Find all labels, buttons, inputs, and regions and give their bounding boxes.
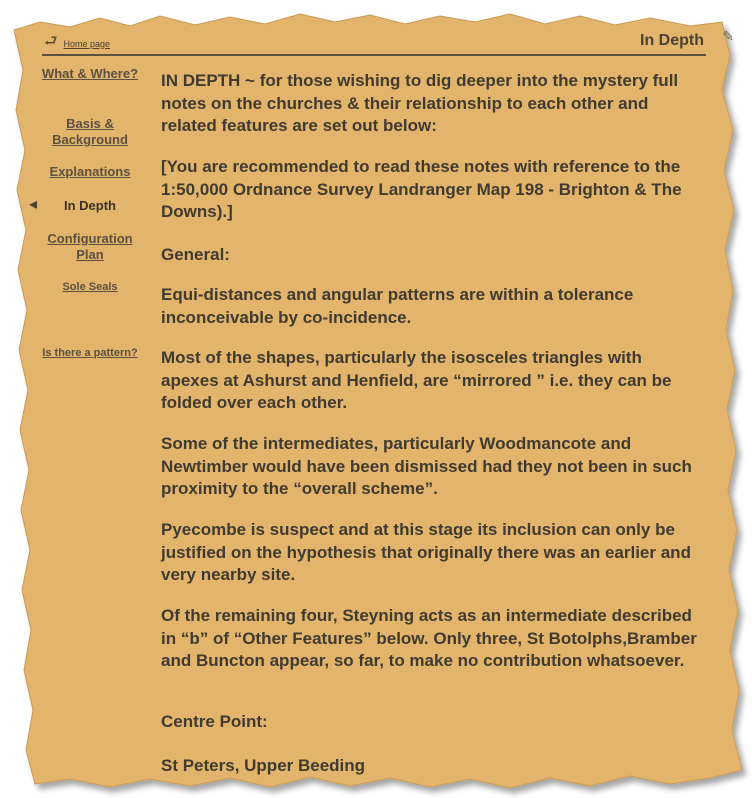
general-paragraph-2: Most of the shapes, particularly the isosceles triangles with apexes at Ashurst and Henfield, are “mirrored ” i.e. they can be folded over each other. [161,348,672,412]
nav-item-configuration-plan[interactable]: Configuration Plan [47,231,133,262]
current-page-marker-icon: ◂ [29,196,38,213]
nav-item-what-where[interactable]: What & Where? [41,66,139,81]
header-divider [42,54,706,56]
nav-item-sole-seals[interactable]: Sole Seals [62,281,118,293]
general-paragraph-3: Some of the intermediates, particularly Woodmancote and Newtimber would have been dismissed had they not been in such proximity to the “overall scheme”. [161,434,692,498]
nav-item-in-depth: In Depth [64,198,116,213]
recommendation-paragraph: [You are recommended to read these notes with reference to the 1:50,000 Ordnance Survey Landranger Map 198 - Brighton & The Downs).] [161,157,682,221]
back-arrow-icon: ⮐ [44,32,58,50]
home-page-link[interactable] [44,31,110,56]
nav-item-basis-background[interactable]: Basis & Background [52,116,128,147]
page-title: In Depth [640,32,704,49]
page-curl-icon: ✎ [722,28,734,44]
home-page-label: Home page [63,38,111,49]
centre-point-heading: Centre Point: [161,712,268,731]
intro-paragraph: IN DEPTH ~ for those wishing to dig deeper into the mystery full notes on the churches & their relationship to each other and related features are set out below: [161,71,679,135]
general-heading: General: [161,245,230,264]
general-paragraph-5: Of the remaining four, Steyning acts as an intermediate described in “b” of “Other Features” below. Only three, St Botolphs,Bramber and Buncton appear, so far, to make no contribution whatsoever. [161,606,697,670]
nav-item-pattern[interactable]: Is there a pattern? [42,347,138,359]
nav-item-explanations[interactable]: Explanations [49,164,131,179]
centre-point-text: St Peters, Upper Beeding [161,756,366,775]
general-paragraph-1: Equi-distances and angular patterns are within a tolerance inconceivable by co-incidence. [161,285,634,327]
general-paragraph-4: Pyecombe is suspect and at this stage its inclusion can only be justified on the hypothesis that originally there was an earlier and very nearby site. [161,520,691,584]
